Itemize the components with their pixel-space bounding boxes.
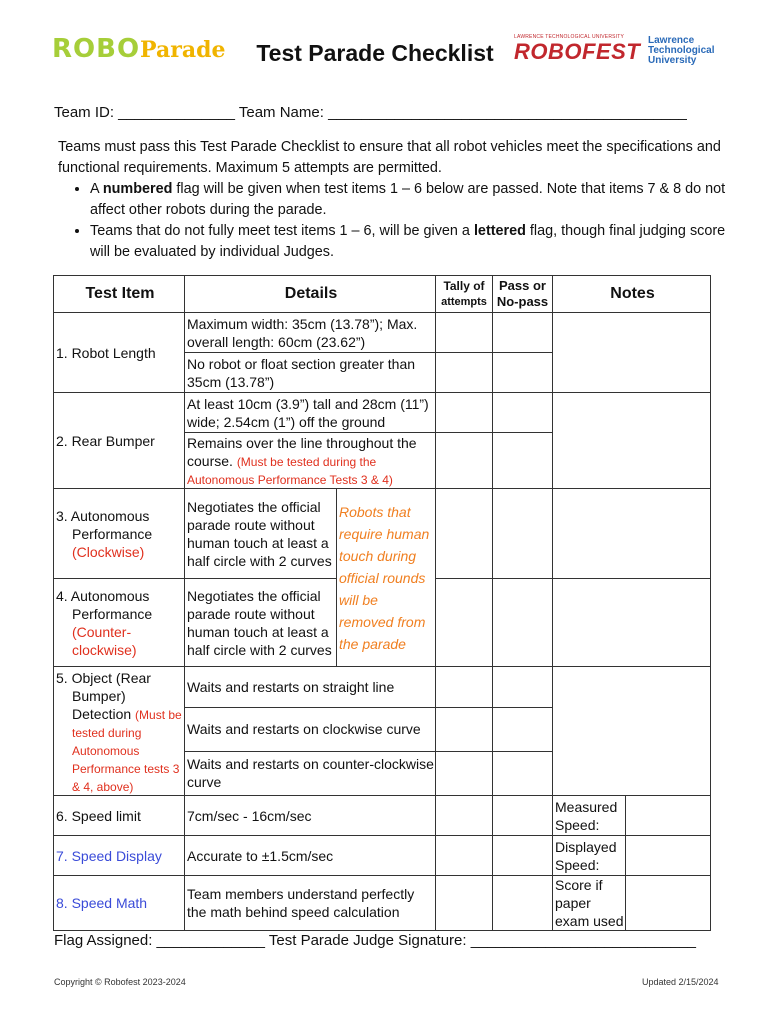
item2-pass-2[interactable] [493,433,553,489]
bullet-numbered-flag: • A numbered flag will be given when test items 1 – 6 below are passed. Note that items 7 & 8 do not affect other robots during the parade. [90,179,728,221]
updated-date: Updated 2/15/2024 [642,977,719,987]
robofest-logo [514,34,641,65]
ltu-logo [648,36,715,66]
header-details: Details [185,276,436,313]
table-row [54,393,711,433]
item3-pass[interactable] [493,489,553,579]
intro-text [58,137,728,263]
item8-pass[interactable] [493,876,553,931]
item1-tally-1[interactable] [436,313,493,353]
item5-pass-1[interactable] [493,667,553,708]
item1-detail-2: No robot or float section greater than 35cm (13.78”) [185,353,436,393]
item3-notes[interactable] [553,489,711,579]
flag-signature-line: Flag Assigned: _____________ Test Parade Judge Signature: ___________________________ [54,932,696,949]
logo-robo-text: ROBO [52,34,141,64]
item1-pass-1[interactable] [493,313,553,353]
item4-tally[interactable] [436,579,493,667]
item2-notes[interactable] [553,393,711,489]
ltu-line2: Technological [648,45,715,56]
item7-note-label: Displayed Speed: [553,836,626,876]
item4-label: 4. Autonomous Performance (Counter-clockwise) [54,579,185,667]
header-pass: Pass or No-pass [493,276,553,313]
logo-parade-text: Parade [140,37,226,63]
item1-pass-2[interactable] [493,353,553,393]
header-test-item: Test Item [54,276,185,313]
item4-notes[interactable] [553,579,711,667]
item3-detail: Negotiates the official parade route without human touch at least a half circle with 2 curves [185,489,337,579]
item8-note-value[interactable] [626,876,711,931]
item5-pass-2[interactable] [493,707,553,751]
item2-pass-1[interactable] [493,393,553,433]
item8-tally[interactable] [436,876,493,931]
item7-tally[interactable] [436,836,493,876]
item5-detail-2: Waits and restarts on clockwise curve [185,707,436,751]
table-row [54,836,711,876]
item5-tally-1[interactable] [436,667,493,708]
team-id-name-line: Team ID: ______________ Team Name: ___________________________________________ [54,104,687,121]
item6-note-label: Measured Speed: [553,796,626,836]
table-row [54,489,711,579]
item2-detail-1: At least 10cm (3.9”) tall and 28cm (11”) wide; 2.54cm (1”) off the ground [185,393,436,433]
item6-tally[interactable] [436,796,493,836]
item4-detail: Negotiates the official parade route without human touch at least a half circle with 2 curves [185,579,337,667]
intro-paragraph: Teams must pass this Test Parade Checklist to ensure that all robot vehicles meet the specifications and functional requirements. Maximum 5 attempts are permitted. [58,139,721,176]
table-row [54,667,711,708]
item1-notes[interactable] [553,313,711,393]
header-notes: Notes [553,276,711,313]
header-tally: Tally of attempts [436,276,493,313]
ltu-line1: Lawrence [648,35,695,46]
item8-label: 8. Speed Math [54,876,185,931]
table-row [54,876,711,931]
item7-detail: Accurate to ±1.5cm/sec [185,836,436,876]
item1-label: 1. Robot Length [54,313,185,393]
item6-pass[interactable] [493,796,553,836]
item4-pass[interactable] [493,579,553,667]
item3-tally[interactable] [436,489,493,579]
item2-tally-2[interactable] [436,433,493,489]
item7-label: 7. Speed Display [54,836,185,876]
item8-detail: Team members understand perfectly the math behind speed calculation [185,876,436,931]
item2-tally-1[interactable] [436,393,493,433]
bullet-lettered-flag: • Teams that do not fully meet test items 1 – 6, will be given a lettered flag, though final judging score will be evaluated by individual Judges. [90,221,728,263]
item5-pass-3[interactable] [493,751,553,795]
item2-detail-2: Remains over the line throughout the course. (Must be tested during the Autonomous Performance Tests 3 & 4) [185,433,436,489]
item5-label: 5. Object (Rear Bumper) Detection (Must be tested during Autonomous Performance tests 3 & 4, above) [54,667,185,796]
item7-note-value[interactable] [626,836,711,876]
table-row [54,313,711,353]
item8-note-label: Score if paper exam used [553,876,626,931]
item3-label: 3. Autonomous Performance (Clockwise) [54,489,185,579]
robofest-logo-subtext: LAWRENCE TECHNOLOGICAL UNIVERSITY [514,34,625,40]
copyright: Copyright © Robofest 2023-2024 [54,977,186,987]
table-row [54,796,711,836]
item5-notes[interactable] [553,667,711,796]
checklist-table [53,275,711,931]
robofest-logo-text: ROBOFEST [514,39,641,64]
item1-tally-2[interactable] [436,353,493,393]
human-touch-warning: Robots that require human touch during official rounds will be removed from the parade [337,489,436,667]
item5-tally-3[interactable] [436,751,493,795]
item5-detail-3: Waits and restarts on counter-clockwise curve [185,751,436,795]
ltu-line3: University [648,55,697,66]
item5-tally-2[interactable] [436,707,493,751]
page-title: Test Parade Checklist [256,40,494,66]
item5-detail-1: Waits and restarts on straight line [185,667,436,708]
table-header-row [54,276,711,313]
item1-detail-1: Maximum width: 35cm (13.78”); Max. overall length: 60cm (23.62”) [185,313,436,353]
item6-detail: 7cm/sec - 16cm/sec [185,796,436,836]
item2-label: 2. Rear Bumper [54,393,185,489]
item6-label: 6. Speed limit [54,796,185,836]
item7-pass[interactable] [493,836,553,876]
item6-note-value[interactable] [626,796,711,836]
